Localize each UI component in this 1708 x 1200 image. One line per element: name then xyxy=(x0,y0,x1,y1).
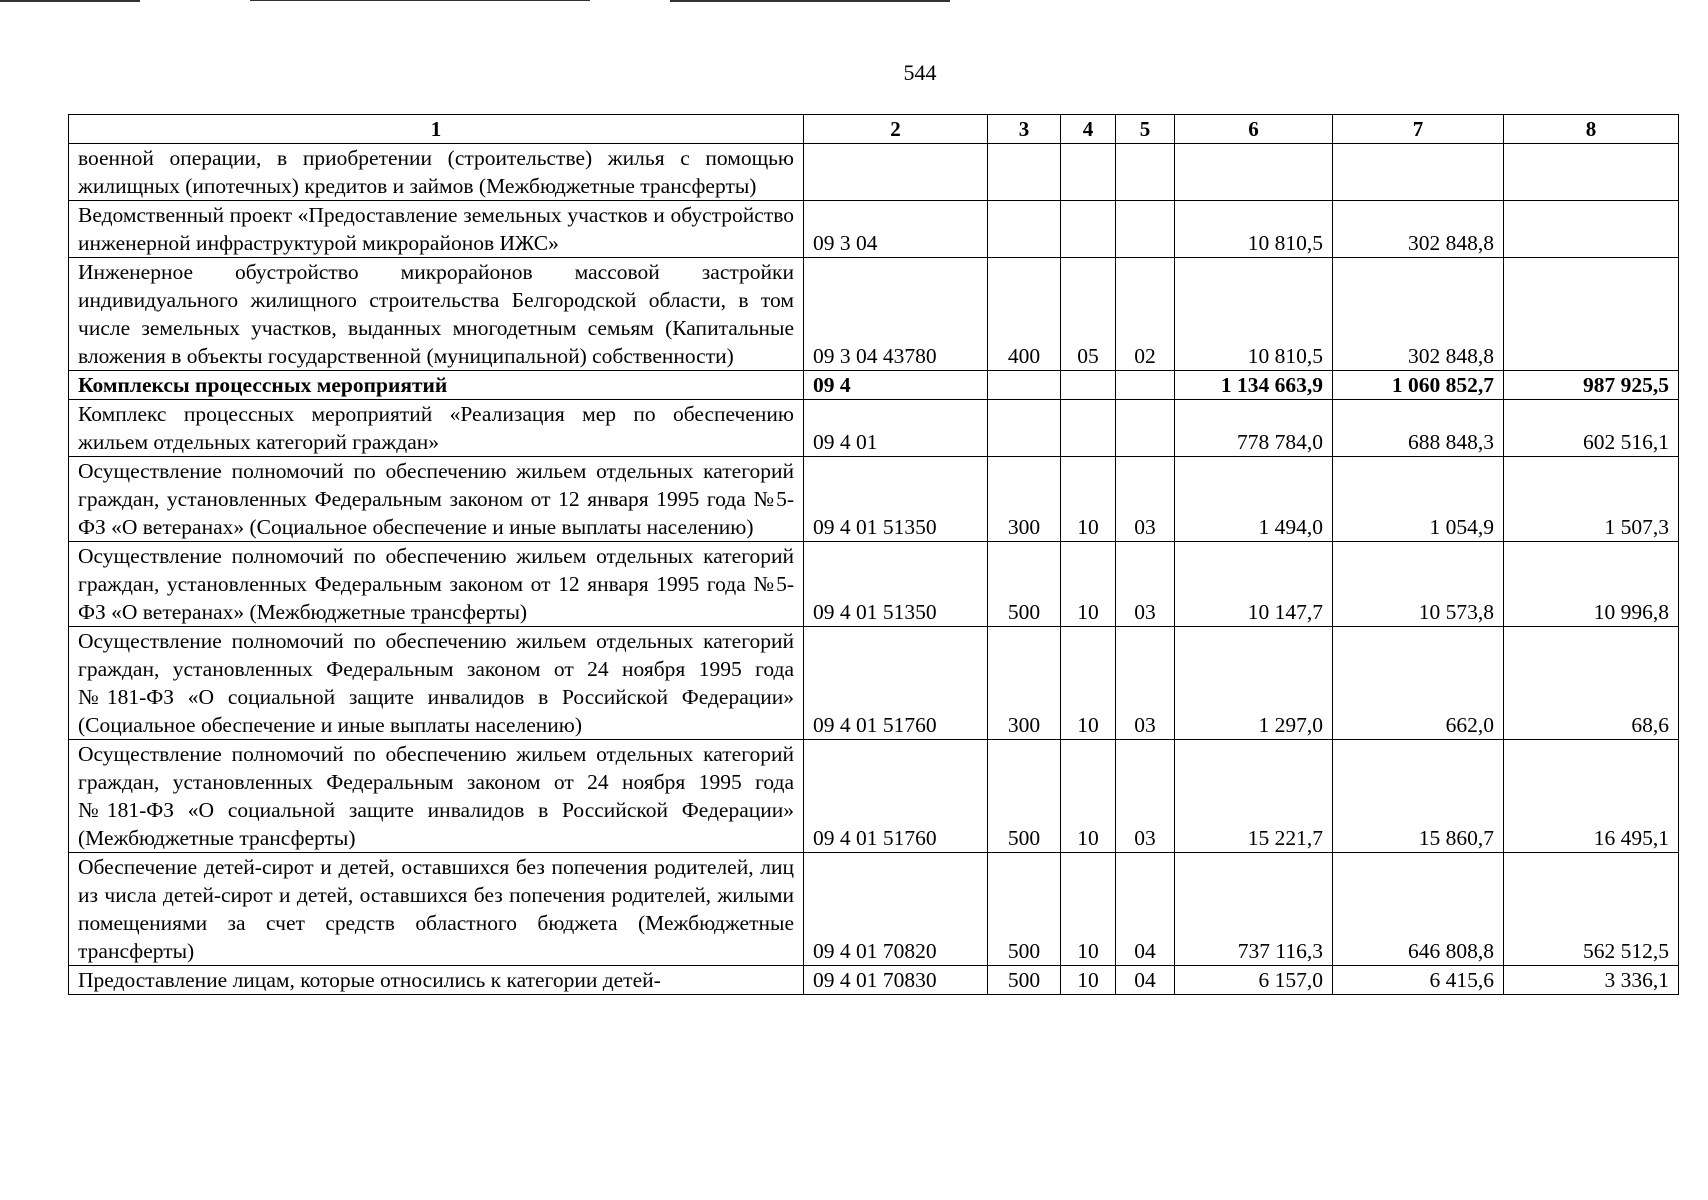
table-row xyxy=(69,542,1679,627)
subsection-code xyxy=(1116,144,1175,201)
subsection-code: 03 xyxy=(1116,627,1175,740)
column-header: 6 xyxy=(1175,115,1333,144)
column-header: 8 xyxy=(1504,115,1679,144)
amount-col-8: 987 925,5 xyxy=(1504,371,1679,400)
budget-code: 09 4 01 51350 xyxy=(804,542,988,627)
section-code: 10 xyxy=(1061,542,1116,627)
row-description: Предоставление лицам, которые относились к категории детей- xyxy=(69,966,804,995)
section-code: 10 xyxy=(1061,966,1116,995)
amount-col-6: 737 116,3 xyxy=(1175,853,1333,966)
row-description: Обеспечение детей-сирот и детей, оставшихся без попечения родителей, лиц из числа детей-сирот и детей, оставшихся без попечения родителей, жилыми помещениями за счет средств областного бюджета (Межбюджетные трансферты) xyxy=(69,853,804,966)
amount-col-7: 646 808,8 xyxy=(1333,853,1504,966)
amount-col-6: 6 157,0 xyxy=(1175,966,1333,995)
table-row xyxy=(69,627,1679,740)
amount-col-7: 1 060 852,7 xyxy=(1333,371,1504,400)
amount-col-7: 302 848,8 xyxy=(1333,258,1504,371)
budget-code: 09 4 01 51760 xyxy=(804,740,988,853)
column-header: 1 xyxy=(69,115,804,144)
column-header: 3 xyxy=(988,115,1061,144)
table-row xyxy=(69,201,1679,258)
subsection-code xyxy=(1116,201,1175,258)
budget-code: 09 4 xyxy=(804,371,988,400)
section-code: 05 xyxy=(1061,258,1116,371)
amount-col-8: 1 507,3 xyxy=(1504,457,1679,542)
table-row xyxy=(69,853,1679,966)
table-row xyxy=(69,400,1679,457)
amount-col-7: 688 848,3 xyxy=(1333,400,1504,457)
row-description: Комплекс процессных мероприятий «Реализация мер по обеспечению жильем отдельных категорий граждан» xyxy=(69,400,804,457)
amount-col-7 xyxy=(1333,144,1504,201)
subsection-code: 03 xyxy=(1116,542,1175,627)
expense-type-code: 400 xyxy=(988,258,1061,371)
section-code: 10 xyxy=(1061,457,1116,542)
amount-col-8: 16 495,1 xyxy=(1504,740,1679,853)
expense-type-code: 500 xyxy=(988,542,1061,627)
amount-col-8: 3 336,1 xyxy=(1504,966,1679,995)
amount-col-6: 10 147,7 xyxy=(1175,542,1333,627)
expense-type-code: 500 xyxy=(988,740,1061,853)
expense-type-code xyxy=(988,371,1061,400)
table-row xyxy=(69,457,1679,542)
amount-col-8: 10 996,8 xyxy=(1504,542,1679,627)
amount-col-6: 1 134 663,9 xyxy=(1175,371,1333,400)
amount-col-6 xyxy=(1175,144,1333,201)
budget-code: 09 4 01 70820 xyxy=(804,853,988,966)
amount-col-7: 1 054,9 xyxy=(1333,457,1504,542)
table-row xyxy=(69,258,1679,371)
row-description: Ведомственный проект «Предоставление земельных участков и обустройство инженерной инфраструктурой микрорайонов ИЖС» xyxy=(69,201,804,258)
expense-type-code: 300 xyxy=(988,627,1061,740)
budget-code: 09 4 01 51760 xyxy=(804,627,988,740)
budget-code: 09 4 01 51350 xyxy=(804,457,988,542)
amount-col-6: 778 784,0 xyxy=(1175,400,1333,457)
row-description: Инженерное обустройство микрорайонов массовой застройки индивидуального жилищного строительства Белгородской области, в том числе земельных участков, выданных многодетным семьям (Капитальные вложения в объекты государственной (муниципальной) собственности) xyxy=(69,258,804,371)
section-code: 10 xyxy=(1061,853,1116,966)
column-header: 5 xyxy=(1116,115,1175,144)
header-row xyxy=(69,115,1679,144)
budget-code: 09 3 04 43780 xyxy=(804,258,988,371)
column-header: 7 xyxy=(1333,115,1504,144)
page-number: 544 xyxy=(903,60,937,85)
amount-col-7: 10 573,8 xyxy=(1333,542,1504,627)
budget-code: 09 4 01 70830 xyxy=(804,966,988,995)
amount-col-8 xyxy=(1504,144,1679,201)
subsection-code: 03 xyxy=(1116,457,1175,542)
table-row xyxy=(69,966,1679,995)
expense-type-code xyxy=(988,201,1061,258)
section-code xyxy=(1061,400,1116,457)
section-code xyxy=(1061,144,1116,201)
subsection-code xyxy=(1116,371,1175,400)
expense-type-code xyxy=(988,400,1061,457)
budget-code: 09 4 01 xyxy=(804,400,988,457)
expense-type-code: 300 xyxy=(988,457,1061,542)
column-header: 4 xyxy=(1061,115,1116,144)
row-description: Осуществление полномочий по обеспечению жильем отдельных категорий граждан, установленных Федеральным законом от 24 ноября 1995 года №181-ФЗ «О социальной защите инвалидов в Российской Федерации» (Социальное обеспечение и иные выплаты населению) xyxy=(69,627,804,740)
budget-code xyxy=(804,144,988,201)
amount-col-8: 68,6 xyxy=(1504,627,1679,740)
subsection-code: 02 xyxy=(1116,258,1175,371)
amount-col-6: 10 810,5 xyxy=(1175,201,1333,258)
amount-col-6: 10 810,5 xyxy=(1175,258,1333,371)
row-description: военной операции, в приобретении (строительстве) жилья с помощью жилищных (ипотечных) кредитов и займов (Межбюджетные трансферты) xyxy=(69,144,804,201)
section-code: 10 xyxy=(1061,740,1116,853)
section-code xyxy=(1061,371,1116,400)
amount-col-7: 15 860,7 xyxy=(1333,740,1504,853)
expense-type-code: 500 xyxy=(988,853,1061,966)
section-code: 10 xyxy=(1061,627,1116,740)
row-description: Осуществление полномочий по обеспечению жильем отдельных категорий граждан, установленных Федеральным законом от 24 ноября 1995 года №181-ФЗ «О социальной защите инвалидов в Российской Федерации» (Межбюджетные трансферты) xyxy=(69,740,804,853)
budget-code: 09 3 04 xyxy=(804,201,988,258)
amount-col-7: 302 848,8 xyxy=(1333,201,1504,258)
expense-type-code xyxy=(988,144,1061,201)
subsection-code: 04 xyxy=(1116,966,1175,995)
expense-type-code: 500 xyxy=(988,966,1061,995)
scan-edge-line xyxy=(670,0,950,2)
subsection-code: 04 xyxy=(1116,853,1175,966)
amount-col-8: 602 516,1 xyxy=(1504,400,1679,457)
row-description: Комплексы процессных мероприятий xyxy=(69,371,804,400)
scan-edge-line xyxy=(0,0,140,2)
budget-table xyxy=(68,114,1679,995)
subsection-code: 03 xyxy=(1116,740,1175,853)
amount-col-6: 1 297,0 xyxy=(1175,627,1333,740)
row-description: Осуществление полномочий по обеспечению жильем отдельных категорий граждан, установленных Федеральным законом от 12 января 1995 года №5-ФЗ «О ветеранах» (Межбюджетные трансферты) xyxy=(69,542,804,627)
amount-col-6: 15 221,7 xyxy=(1175,740,1333,853)
table-row xyxy=(69,144,1679,201)
amount-col-7: 6 415,6 xyxy=(1333,966,1504,995)
scan-edge-line xyxy=(250,0,590,1)
table-row xyxy=(69,371,1679,400)
amount-col-8: 562 512,5 xyxy=(1504,853,1679,966)
table-row xyxy=(69,740,1679,853)
section-code xyxy=(1061,201,1116,258)
amount-col-8 xyxy=(1504,258,1679,371)
amount-col-6: 1 494,0 xyxy=(1175,457,1333,542)
amount-col-8 xyxy=(1504,201,1679,258)
row-description: Осуществление полномочий по обеспечению жильем отдельных категорий граждан, установленных Федеральным законом от 12 января 1995 года №5-ФЗ «О ветеранах» (Социальное обеспечение и иные выплаты населению) xyxy=(69,457,804,542)
amount-col-7: 662,0 xyxy=(1333,627,1504,740)
column-header: 2 xyxy=(804,115,988,144)
subsection-code xyxy=(1116,400,1175,457)
